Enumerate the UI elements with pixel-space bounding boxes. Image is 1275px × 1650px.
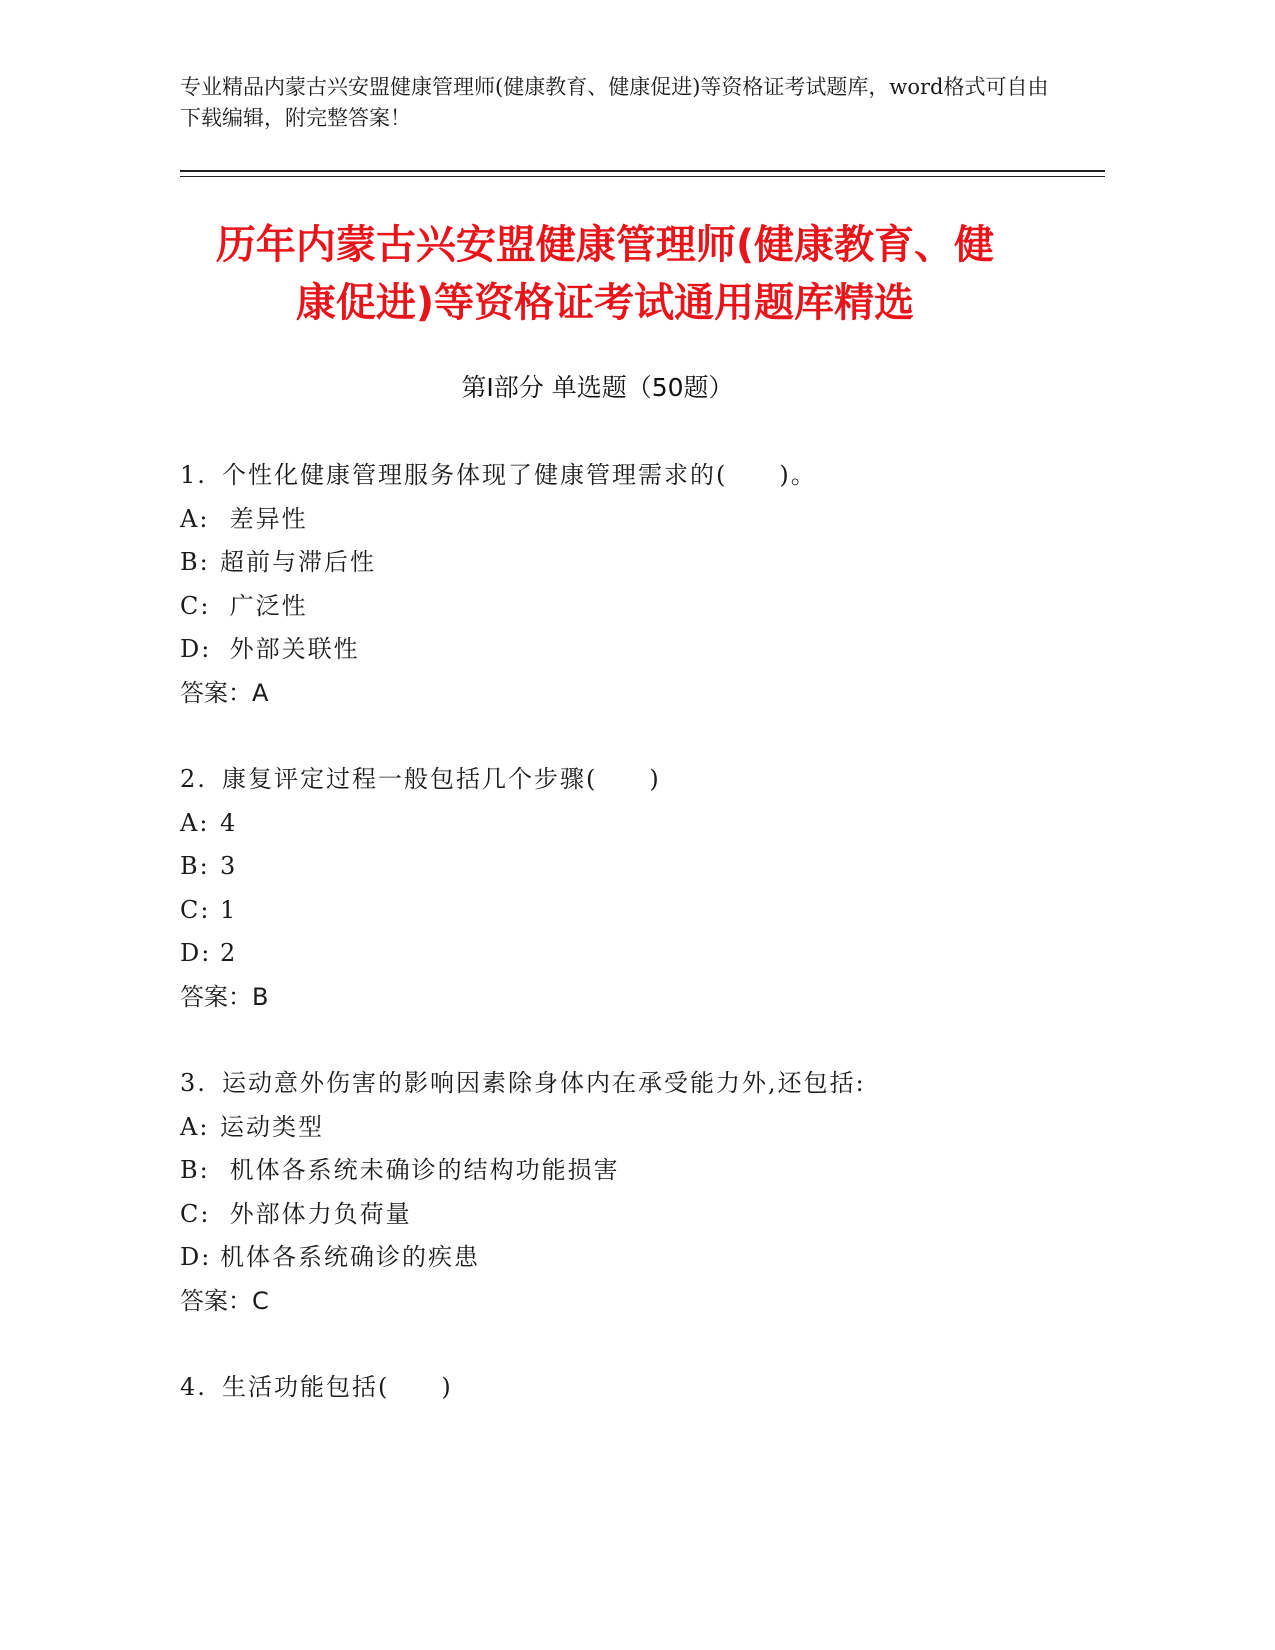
- option-text: 3: [220, 852, 238, 880]
- question-number: 2.: [180, 765, 207, 793]
- question-stem: [180, 1366, 1080, 1410]
- answer-label: 答案：: [180, 678, 252, 707]
- option-a: [180, 498, 1080, 542]
- question-number: 1.: [180, 461, 207, 489]
- question-list: [180, 454, 1080, 1453]
- question-3: [180, 1062, 1080, 1323]
- option-letter: C:: [180, 895, 211, 924]
- answer-label: 答案：: [180, 982, 252, 1011]
- section-title: 第Ⅰ部分 单选题（50题）: [461, 373, 734, 402]
- header-divider-thick: [180, 170, 1105, 172]
- answer-value: B: [252, 982, 269, 1011]
- option-text: 广泛性: [220, 591, 308, 620]
- option-b: [180, 1149, 1080, 1193]
- question-stem: [180, 454, 1080, 498]
- option-c: [180, 1193, 1080, 1237]
- option-d: [180, 1236, 1080, 1280]
- option-letter: D:: [180, 635, 212, 663]
- option-d: [180, 628, 1080, 672]
- option-text: 2: [220, 939, 238, 967]
- option-text: 差异性: [220, 504, 308, 533]
- option-a: [180, 1106, 1080, 1150]
- question-text: 运动意外伤害的影响因素除身体内在承受能力外,还包括:: [222, 1069, 866, 1097]
- option-text: 机体各系统未确诊的结构功能损害: [220, 1156, 620, 1184]
- answer: [180, 1280, 1080, 1324]
- option-c: [180, 889, 1080, 933]
- option-letter: D:: [180, 939, 212, 967]
- question-text: 康复评定过程一般包括几个步骤( ): [222, 765, 661, 793]
- header-note: 专业精品内蒙古兴安盟健康管理师(健康教育、健康促进)等资格证考试题库，word格式可自由下载编辑，附完整答案！: [180, 75, 1049, 130]
- question-stem: [180, 1062, 1080, 1106]
- answer-label: 答案：: [180, 1286, 252, 1315]
- answer: [180, 672, 1080, 716]
- question-text: 个性化健康管理服务体现了健康管理需求的( )。: [222, 461, 817, 489]
- question-text: 生活功能包括( ): [222, 1373, 453, 1401]
- answer-value: C: [252, 1286, 269, 1315]
- option-text: 外部关联性: [220, 635, 360, 663]
- option-letter: B:: [180, 548, 210, 576]
- option-letter: A:: [180, 504, 210, 533]
- option-text: 超前与滞后性: [220, 548, 376, 576]
- option-letter: A:: [180, 808, 210, 837]
- question-2: [180, 758, 1080, 1019]
- answer: [180, 976, 1080, 1020]
- option-letter: C:: [180, 591, 211, 620]
- option-text: 4: [220, 808, 238, 837]
- document-title: [150, 216, 1060, 332]
- header-divider-thin: [180, 176, 1105, 177]
- option-text: 运动类型: [220, 1112, 324, 1141]
- option-letter: B:: [180, 852, 210, 880]
- option-letter: B:: [180, 1156, 210, 1184]
- question-number: 3.: [180, 1069, 207, 1097]
- option-a: [180, 802, 1080, 846]
- question-stem: [180, 758, 1080, 802]
- option-letter: C:: [180, 1199, 211, 1228]
- option-letter: A:: [180, 1112, 210, 1141]
- title-line-1: 历年内蒙古兴安盟健康管理师(健康教育、健: [215, 222, 995, 268]
- option-b: [180, 541, 1080, 585]
- option-c: [180, 585, 1080, 629]
- option-letter: D:: [180, 1243, 212, 1271]
- option-text: 外部体力负荷量: [220, 1199, 412, 1228]
- answer-value: A: [252, 678, 269, 707]
- title-line-2: 康促进)等资格证考试通用题库精选: [295, 280, 915, 326]
- question-number: 4.: [180, 1373, 207, 1401]
- option-b: [180, 845, 1080, 889]
- question-1: [180, 454, 1080, 715]
- question-4: [180, 1366, 1080, 1410]
- option-text: 机体各系统确诊的疾患: [220, 1243, 480, 1271]
- option-text: 1: [220, 895, 238, 924]
- option-d: [180, 932, 1080, 976]
